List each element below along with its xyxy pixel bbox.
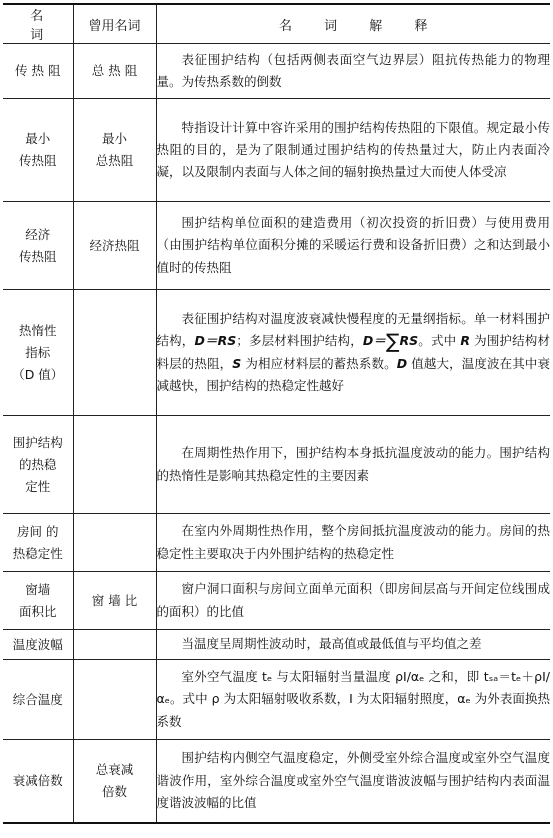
definition-cell: 当温度呈周期性波动时，最高值或最低值与平均值之差 <box>156 630 550 660</box>
definition-cell <box>156 290 550 416</box>
table-row-temperature-amplitude <box>3 630 550 660</box>
table-row-attenuation-factor <box>3 740 550 823</box>
definition-text: 值越大，温度波在其中衰减越快，围护结构的热稳定性越好 <box>156 355 550 393</box>
table-row-window-wall-ratio <box>3 572 550 630</box>
table-row-envelope-thermal-stability <box>3 416 550 514</box>
definition-cell: 特指设计计算中容许采用的围护结构传热阻的下限值。规定最小传热阻的目的，是为了限制通过围护结构的传热量过大，防止内表面冷凝，以及限制内表面与人体之间的辐射换热量过大而使人体受凉 <box>156 99 550 202</box>
alias-cell <box>73 660 156 740</box>
table-header-row <box>3 4 550 44</box>
alias-cell: 最小 总热阻 <box>73 99 156 202</box>
formula-multi-layer-body: RS <box>399 333 419 349</box>
symbol-s: S <box>232 355 242 371</box>
definition-text: 表征围护结构对温度波衰减快慢程度的无量纲指标。单一材料围护结构， <box>156 311 550 349</box>
definition-cell: 室外空气温度 tₑ 与太阳辐射当量温度 ρI/αₑ 之和，即 tₛₐ＝tₑ＋ρI/αₑ。式中 ρ 为太阳辐射吸收系数，I 为太阳辐射照度，αₑ 为外表面换热系数 <box>156 660 550 740</box>
term-cell: 房间 的 热稳定性 <box>3 514 73 572</box>
header-definition: 名 词 解 释 <box>156 4 550 44</box>
definition-cell: 围护结构单位面积的建造费用（初次投资的折旧费）与使用费用（由围护结构单位面积分摊的采暖运行费和设备折旧费）之和达到最小值时的传热阻 <box>156 202 550 290</box>
definition-cell: 在周期性热作用下，围护结构本身抵抗温度波动的能力。围护结构的热惰性是影响其热稳定性的主要因素 <box>156 416 550 514</box>
alias-cell <box>73 514 156 572</box>
sigma-symbol: ∑ <box>386 329 400 354</box>
term-cell: 传 热 阻 <box>3 44 73 99</box>
term-cell: 经济 传热阻 <box>3 202 73 290</box>
definition-cell: 窗户洞口面积与房间立面单元面积（即房间层高与开间定位线围成的面积）的比值 <box>156 572 550 630</box>
formula-single-layer: D＝RS <box>194 333 237 349</box>
alias-cell <box>73 290 156 416</box>
definition-cell: 在室内外周期性热作用，整个房间抵抗温度波动的能力。房间的热稳定性主要取决于内外围护结构的热稳定性 <box>156 514 550 572</box>
alias-cell <box>73 630 156 660</box>
alias-cell: 窗 墙 比 <box>73 572 156 630</box>
symbol-d: D <box>396 355 408 371</box>
formula-multi-layer-prefix: D＝ <box>362 333 387 349</box>
term-cell: 温度波幅 <box>3 630 73 660</box>
term-cell: 窗墙 面积比 <box>3 572 73 630</box>
table-row-economic-heat-resistance <box>3 202 550 290</box>
alias-cell: 总 热 阻 <box>73 44 156 99</box>
term-cell: 热惰性 指标 （D 值） <box>3 290 73 416</box>
definition-text: 为相应材料层的蓄热系数。 <box>241 355 397 371</box>
header-alias: 曾用名词 <box>73 4 156 44</box>
term-cell: 衰减倍数 <box>3 740 73 823</box>
definition-cell: 围护结构内侧空气温度稳定，外侧受室外综合温度或室外空气温度谐波作用，室外综合温度或室外空气温度谐波波幅与围护结构内表面温度谐波波幅的比值 <box>156 740 550 823</box>
term-cell: 围护结构 的热稳 定性 <box>3 416 73 514</box>
glossary-table <box>3 3 550 824</box>
definition-cell: 表征围护结构（包括两侧表面空气边界层）阻抗传热能力的物理量。为传热系数的倒数 <box>156 44 550 99</box>
definition-text: ；多层材料围护结构， <box>236 333 363 349</box>
header-term: 名 词 <box>3 4 73 44</box>
table-row-room-thermal-stability <box>3 514 550 572</box>
symbol-r: R <box>460 333 471 349</box>
term-cell: 最小 传热阻 <box>3 99 73 202</box>
term-cell: 综合温度 <box>3 660 73 740</box>
table-row-heat-resistance <box>3 44 550 99</box>
table-row-thermal-inertia-index <box>3 290 550 416</box>
table-row-sol-air-temperature <box>3 660 550 740</box>
alias-cell: 总衰减 倍数 <box>73 740 156 823</box>
alias-cell <box>73 416 156 514</box>
alias-cell: 经济热阻 <box>73 202 156 290</box>
definition-text: 。式中 <box>418 333 461 349</box>
table-row-min-heat-resistance <box>3 99 550 202</box>
definition-text: 为围护结构材料层的热阻， <box>156 333 550 371</box>
